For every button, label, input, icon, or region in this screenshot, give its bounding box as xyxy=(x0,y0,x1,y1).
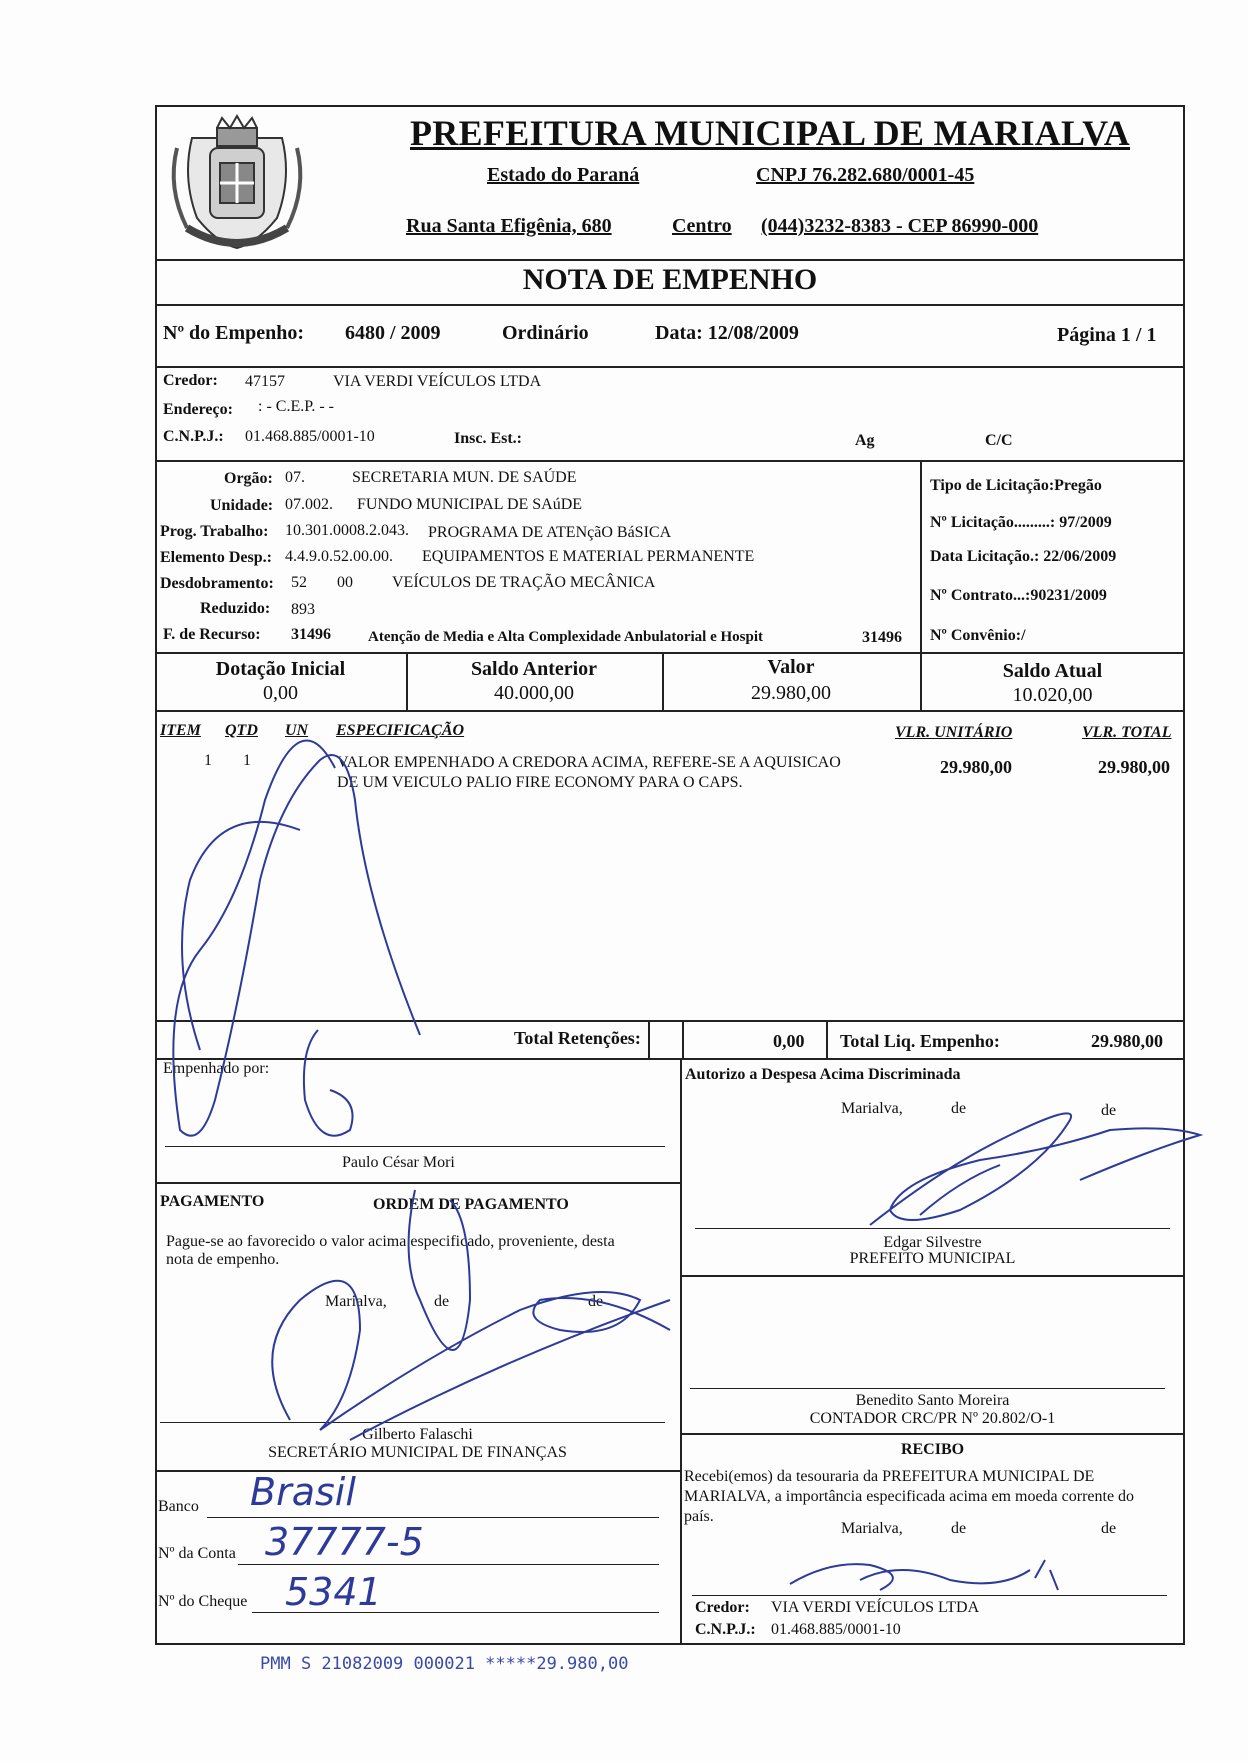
neighborhood: Centro xyxy=(672,215,732,237)
recibo-cnpj-label: C.N.P.J.: xyxy=(695,1621,756,1638)
dotacao-value: 0,00 xyxy=(263,682,298,704)
address-label: Endereço: xyxy=(163,401,233,418)
recurso-name: Atenção de Media e Alta Complexidade Anbulatorial e Hospit xyxy=(368,629,763,645)
contador-role: CONTADOR CRC/PR Nº 20.802/O-1 xyxy=(809,1410,1056,1427)
pagamento-text-2: nota de empenho. xyxy=(166,1251,280,1268)
state-label: Estado do Paraná xyxy=(487,164,640,186)
autorizo-de-2: de xyxy=(1101,1102,1117,1119)
unidade-label: Unidade: xyxy=(210,497,274,514)
recibo-credor-label: Credor: xyxy=(695,1599,750,1616)
cheque-value: 5341 xyxy=(285,1570,382,1614)
empenho-number: 6480 / 2009 xyxy=(345,322,441,344)
prog-name: PROGRAMA DE ATENçãO BáSICA xyxy=(428,524,672,541)
banco-label: Banco xyxy=(158,1498,199,1515)
recibo-title: RECIBO xyxy=(900,1441,965,1458)
total-liquido-label: Total Liq. Empenho: xyxy=(840,1031,1000,1051)
col-item: ITEM xyxy=(160,722,201,739)
retencoes-label: Total Retenções: xyxy=(514,1028,641,1048)
account-label: C/C xyxy=(985,432,1013,449)
recibo-text-3: país. xyxy=(684,1508,714,1525)
recurso-code: 31496 xyxy=(291,626,331,643)
pagamento-de-2: de xyxy=(588,1293,604,1310)
item-unit-value: 29.980,00 xyxy=(940,757,1012,777)
saldo-anterior-value: 40.000,00 xyxy=(494,682,574,704)
municipality-title: PREFEITURA MUNICIPAL DE MARIALVA xyxy=(410,113,1131,153)
desdobramento-sub: 00 xyxy=(337,574,353,591)
secretario-name: Gilberto Falaschi xyxy=(362,1426,473,1443)
recibo-de-1: de xyxy=(951,1520,967,1537)
tipo-licitacao: Tipo de Licitação:Pregão xyxy=(930,477,1102,494)
total-liquido-value: 29.980,00 xyxy=(1091,1031,1163,1051)
recurso-label: F. de Recurso: xyxy=(163,626,261,643)
elemento-label: Elemento Desp.: xyxy=(160,549,272,566)
prog-label: Prog. Trabalho: xyxy=(160,523,269,540)
prefeito-role: PREFEITO MUNICIPAL xyxy=(849,1250,1016,1267)
secretario-role: SECRETÁRIO MUNICIPAL DE FINANÇAS xyxy=(268,1444,567,1461)
credor-label: Credor: xyxy=(163,372,218,389)
col-qtd: QTD xyxy=(225,722,258,739)
municipality-cnpj: CNPJ 76.282.680/0001-45 xyxy=(756,164,975,186)
payment-stamp: PMM S 21082009 000021 *****29.980,00 xyxy=(260,1654,629,1674)
desdobramento-label: Desdobramento: xyxy=(160,575,274,592)
conta-value: 37777-5 xyxy=(265,1520,424,1564)
document-title: NOTA DE EMPENHO xyxy=(522,263,818,296)
recibo-cnpj-value: 01.468.885/0001-10 xyxy=(771,1621,901,1638)
pagamento-label: PAGAMENTO xyxy=(160,1193,265,1210)
pagamento-text-1: Pague-se ao favorecido o valor acima especificado, proveniente, desta xyxy=(166,1233,615,1250)
retencoes-value: 0,00 xyxy=(773,1031,805,1051)
saldo-anterior-label: Saldo Anterior xyxy=(470,658,598,680)
recibo-text-1: Recebi(emos) da tesouraria da PREFEITURA MUNICIPAL DE xyxy=(684,1468,1095,1485)
item-number: 1 xyxy=(204,752,212,769)
conta-label: Nº da Conta xyxy=(158,1545,236,1562)
street-address: Rua Santa Efigênia, 680 xyxy=(406,215,612,237)
valor-value: 29.980,00 xyxy=(751,682,831,704)
cheque-label: Nº do Cheque xyxy=(158,1593,248,1610)
prog-code: 10.301.0008.2.043. xyxy=(285,522,409,539)
item-description-line2: DE UM VEICULO PALIO FIRE ECONOMY PARA O CAPS. xyxy=(337,774,743,791)
unidade-code: 07.002. xyxy=(285,496,333,513)
autorizo-de-1: de xyxy=(951,1100,967,1117)
saldo-atual-label: Saldo Atual xyxy=(1002,660,1103,682)
numero-contrato: Nº Contrato...:90231/2009 xyxy=(930,587,1107,604)
phone-cep: (044)3232-8383 - CEP 86990-000 xyxy=(761,215,1039,237)
recurso-code-2: 31496 xyxy=(862,629,902,646)
col-especificacao: ESPECIFICAÇÃO xyxy=(336,722,465,739)
insc-est-label: Insc. Est.: xyxy=(454,430,523,447)
dotacao-label: Dotação Inicial xyxy=(215,658,346,680)
page-number: Página 1 / 1 xyxy=(1057,324,1157,346)
orgao-name: SECRETARIA MUN. DE SAÚDE xyxy=(352,469,577,486)
pagamento-de-1: de xyxy=(434,1293,450,1310)
col-un: UN xyxy=(285,722,309,739)
recibo-de-2: de xyxy=(1101,1520,1117,1537)
cnpj-label: C.N.P.J.: xyxy=(163,428,224,445)
recibo-text-2: MARIALVA, a importância especificada acima em moeda corrente do xyxy=(684,1488,1135,1505)
item-qtd: 1 xyxy=(243,752,251,769)
numero-convenio: Nº Convênio:/ xyxy=(930,627,1026,644)
credor-name: VIA VERDI VEÍCULOS LTDA xyxy=(333,373,542,390)
item-total-value: 29.980,00 xyxy=(1098,757,1170,777)
elemento-name: EQUIPAMENTOS E MATERIAL PERMANENTE xyxy=(422,548,755,565)
desdobramento-code: 52 xyxy=(291,574,307,591)
item-description-line1: VALOR EMPENHADO A CREDORA ACIMA, REFERE-SE A AQUISICAO xyxy=(337,754,841,771)
desdobramento-name: VEÍCULOS DE TRAÇÃO MECÂNICA xyxy=(392,574,656,591)
elemento-code: 4.4.9.0.52.00.00. xyxy=(285,548,393,565)
reduzido-value: 893 xyxy=(291,601,315,618)
orgao-code: 07. xyxy=(285,469,305,486)
col-vlr-unitario: VLR. UNITÁRIO xyxy=(895,724,1013,741)
empenhado-por-name: Paulo César Mori xyxy=(342,1154,455,1171)
unidade-name: FUNDO MUNICIPAL DE SAúDE xyxy=(357,496,583,513)
pagamento-place: Marialva, xyxy=(325,1293,387,1310)
recibo-place: Marialva, xyxy=(841,1520,903,1537)
col-vlr-total: VLR. TOTAL xyxy=(1082,724,1172,741)
recibo-credor-value: VIA VERDI VEÍCULOS LTDA xyxy=(771,1599,980,1616)
autorizo-label: Autorizo a Despesa Acima Discriminada xyxy=(685,1066,961,1083)
empenho-type: Ordinário xyxy=(502,322,589,344)
banco-value: Brasil xyxy=(250,1470,356,1514)
contador-name: Benedito Santo Moreira xyxy=(855,1392,1010,1409)
data-licitacao: Data Licitação.: 22/06/2009 xyxy=(930,548,1117,565)
numero-licitacao: Nº Licitação.........: 97/2009 xyxy=(930,514,1112,531)
address-value: : - C.E.P. - - xyxy=(258,398,334,415)
agency-label: Ag xyxy=(855,432,875,449)
saldo-atual-value: 10.020,00 xyxy=(1012,684,1093,706)
credor-cnpj: 01.468.885/0001-10 xyxy=(245,428,375,445)
autorizo-place: Marialva, xyxy=(841,1100,903,1117)
valor-label: Valor xyxy=(767,656,815,678)
empenhado-por-label: Empenhado por: xyxy=(163,1060,270,1077)
prefeito-name: Edgar Silvestre xyxy=(883,1234,982,1251)
ordem-pagamento-label: ORDEM DE PAGAMENTO xyxy=(373,1196,569,1213)
reduzido-label: Reduzido: xyxy=(200,600,271,617)
empenho-date: Data: 12/08/2009 xyxy=(655,322,799,344)
credor-code: 47157 xyxy=(245,373,285,390)
orgao-label: Orgão: xyxy=(224,470,273,487)
empenho-number-label: Nº do Empenho: xyxy=(163,322,305,344)
